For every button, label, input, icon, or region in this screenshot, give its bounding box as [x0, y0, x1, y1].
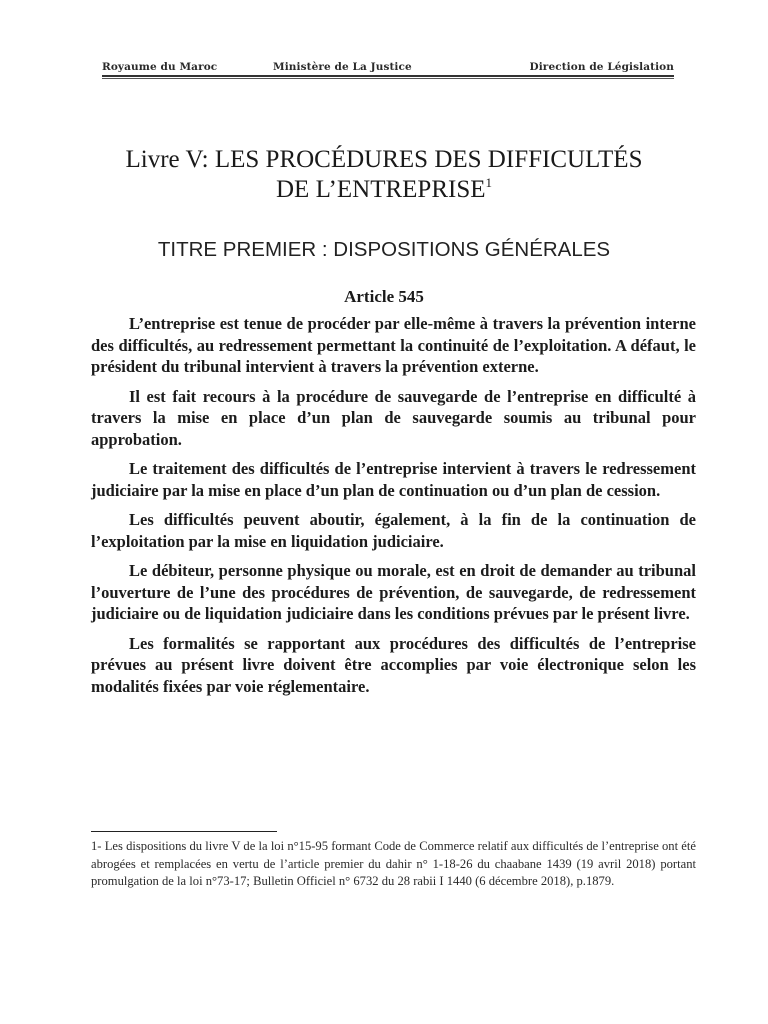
footnote-reference[interactable]: 1 — [485, 175, 492, 190]
header-ministry: Ministère de La Justice — [273, 61, 412, 73]
article-heading: Article 545 — [344, 287, 424, 306]
footnote-text: 1- Les dispositions du livre V de la loi n°15-95 formant Code de Commerce relatif aux difficultés de l’entreprise ont été abrogées et remplacées en vertu de l’article premier du dahir n° 1-18-26 du chaabane 1439 (19 avril 2018) portant promulgation de la loi n°73-17; Bulletin Officiel n° 6732 du 28 rabii I 1440 (6 décembre 2018), p.1879. — [91, 839, 696, 888]
article-paragraph: Le débiteur, personne physique ou morale, est en droit de demander au tribunal l’ouverture de l’une des procédures de prévention, de sauvegarde, de redressement judiciaire ou de liquidation judiciaire dans les conditions prévues par le présent livre. — [91, 561, 696, 623]
article-paragraph: Les formalités se rapportant aux procédures des difficultés de l’entreprise prévues au présent livre doivent être accomplies par voie électronique selon les modalités fixées par voie réglementaire. — [91, 633, 696, 696]
footnote-separator — [91, 831, 277, 832]
book-title-line2 — [80, 175, 688, 205]
header-rule — [102, 75, 674, 77]
book-title-line1: Livre V: LES PROCÉDURES DES DIFFICULTÉS — [125, 146, 643, 173]
book-title-line2-text: DE L’ENTREPRISE — [276, 176, 486, 203]
article-paragraph: Il est fait recours à la procédure de sauvegarde de l’entreprise en difficulté à travers la mise en place d’un plan de sauvegarde soumis au tribunal pour approbation. — [91, 386, 696, 449]
header-kingdom: Royaume du Maroc — [102, 61, 218, 73]
header-direction: Direction de Législation — [529, 61, 674, 73]
article-paragraph: Le traitement des difficultés de l’entreprise intervient à travers le redressement judiciaire par la mise en place d’un plan de continuation ou d’un plan de cession. — [91, 459, 696, 500]
article-paragraph: L’entreprise est tenue de procéder par elle-même à travers la prévention interne des difficultés, au redressement permettant la continuité de l’exploitation. A défaut, le président du tribunal intervient à travers la prévention externe. — [91, 314, 696, 376]
book-title — [80, 145, 688, 205]
article-body — [91, 313, 696, 705]
header-rule-thin — [102, 78, 674, 79]
page-header — [102, 60, 674, 76]
titre-heading: TITRE PREMIER : DISPOSITIONS GÉNÉRALES — [157, 238, 611, 261]
article-paragraph: Les difficultés peuvent aboutir, également, à la fin de la continuation de l’exploitation par la mise en liquidation judiciaire. — [91, 510, 696, 551]
